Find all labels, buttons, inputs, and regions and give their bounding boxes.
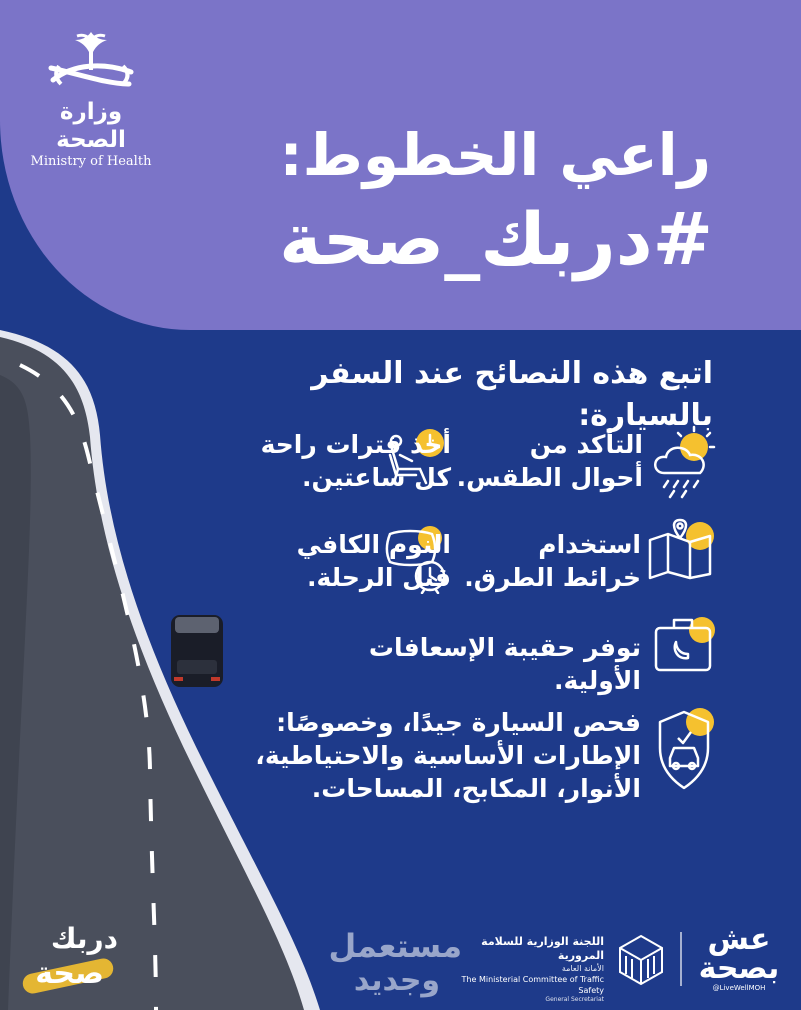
campaign-logo-line2: صحة	[35, 956, 104, 991]
ministry-name-english: Ministry of Health	[30, 154, 152, 169]
shield-car-icon	[652, 704, 716, 792]
headline-hashtag: #دربك_صحة	[279, 197, 713, 281]
campaign-logo	[22, 922, 122, 1002]
tip-firstaid	[281, 631, 641, 697]
tip-rest-line2: كل ساعتين.	[301, 463, 451, 492]
first-aid-bag-icon	[652, 614, 716, 674]
watermark-line1: مستعمل	[328, 927, 462, 965]
tip-maps-line2: خرائط الطرق.	[464, 563, 641, 592]
tip-inspection	[181, 706, 641, 805]
watermark-line2: وجديد	[353, 963, 441, 998]
tip-maps-line1: استخدام	[538, 530, 641, 559]
committee-name-arabic: اللجنة الوزارية للسلامة المرورية	[481, 935, 604, 962]
cube-logo-icon	[618, 934, 664, 986]
tip-weather-line1: التأكد من	[529, 430, 643, 459]
tip-inspection-line1: فحص السيارة جيدًا، وخصوصًا:	[276, 708, 641, 737]
site-watermark	[328, 927, 462, 1003]
intro-text: اتبع هذه النصائح عند السفر بالسيارة:	[311, 356, 713, 433]
committee-logo-text	[452, 935, 604, 1004]
tip-inspection-line3: الأنوار، المكابح، المساحات.	[311, 774, 641, 803]
tip-rest-line1: أخذ فترات راحة	[260, 430, 451, 459]
live-well-line1: عش	[707, 922, 771, 957]
sun-cloud-rain-icon	[650, 425, 718, 501]
ministry-logo	[26, 28, 156, 170]
live-well-handle: @LiveWellMOH	[712, 984, 766, 992]
tip-sleep-line2: قبل الرحلة.	[307, 563, 451, 592]
tip-maps	[421, 528, 641, 594]
tip-weather	[423, 428, 643, 494]
tip-inspection-line2: الإطارات الأساسية والاحتياطية،	[255, 741, 641, 770]
palm-swords-logo-icon	[43, 28, 139, 94]
ministry-name-arabic: وزارة الصحة	[56, 99, 126, 153]
tip-weather-line2: أحوال الطقس.	[456, 463, 643, 492]
committee-sub-arabic: الأمانة العامة	[561, 964, 604, 973]
committee-name-english: The Ministerial Committee of Traffic Safety	[461, 975, 604, 995]
tip-sleep-line1: النوم الكافي	[296, 530, 451, 559]
tip-firstaid-line1: توفر حقيبة الإسعافات الأولية.	[368, 633, 641, 695]
tip-sleep	[231, 528, 451, 594]
headline-line1: راعي الخطوط:	[279, 121, 711, 189]
committee-sub-english: General Secretariat	[545, 996, 604, 1003]
tip-rest	[231, 428, 451, 494]
car-icon	[171, 615, 223, 687]
footer-divider	[680, 932, 682, 986]
map-pin-icon	[646, 516, 716, 580]
live-well-line2: بصحة	[698, 951, 780, 986]
campaign-logo-line1: دربك	[50, 922, 118, 955]
live-well-logo	[696, 922, 782, 1000]
